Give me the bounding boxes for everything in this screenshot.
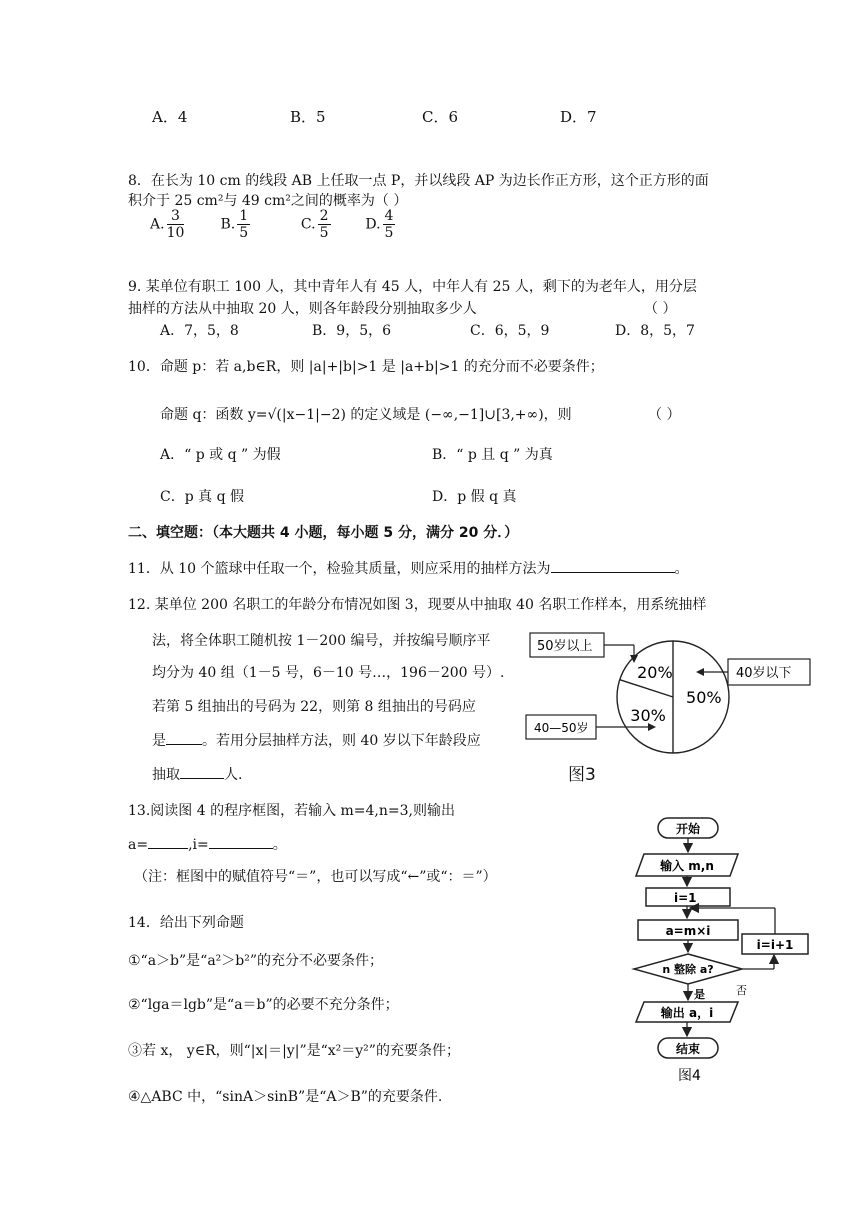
q14-item-4: ④△ABC 中，“sinA＞sinB”是“A＞B”的充要条件.: [128, 1089, 443, 1105]
q8-option-a: A. $\frac{3}{10}$: [150, 208, 185, 241]
q11-text: 11．从 10 个篮球中任取一个，检验其质量，则应采用的抽样方法为 。: [128, 561, 689, 577]
flow-assign-text: a=m×i: [665, 924, 711, 938]
q12-line5: 是 。若用分层抽样方法，则 40 岁以下年龄段应: [152, 733, 481, 749]
q7-option-b: B．5: [290, 108, 326, 126]
label-40-50: 40—50岁: [534, 721, 589, 735]
label-under40: 40岁以下: [736, 666, 792, 681]
fig4-flowchart: [620, 812, 820, 1087]
fig3-pie-chart: [518, 625, 818, 785]
label-over50: 50岁以上: [537, 639, 593, 654]
flow-no-text: 否: [736, 984, 747, 997]
q8-options: [150, 208, 425, 241]
q8-line1: 8．在长为 10 cm 的线段 AB 上任取一点 P，并以线段 AP 为边长作正方形，这个正方形的面: [128, 173, 709, 189]
q10-line1: 10．命题 p：若 a,b∈R，则 |a|+|b|>1 是 |a+b|>1 的充分而不必要条件；: [128, 359, 604, 375]
q10-option-a: A．“ p 或 q ” 为假: [160, 447, 281, 463]
fig4-caption: 图4: [678, 1068, 701, 1084]
q12-line1: 12. 某单位 200 名职工的年龄分布情况如图 3，现要从中抽取 40 名职工作样本，用系统抽样: [128, 597, 707, 613]
q10-option-d: D．p 假 q 真: [432, 489, 517, 505]
q12-line3: 均分为 40 组（1－5 号，6－10 号…，196－200 号）.: [152, 665, 505, 681]
q10-option-c: C．p 真 q 假: [160, 489, 244, 505]
q12-blank-2: [180, 778, 224, 779]
q7-option-c: C．6: [422, 108, 459, 126]
fig3-caption: 图3: [568, 765, 596, 785]
q13-line1: 13.阅读图 4 的程序框图，若输入 m=4,n=3,则输出: [128, 803, 455, 819]
q9-line1: 9. 某单位有职工 100 人，其中青年人有 45 人，中年人有 25 人，剩下的为老年人，用分层: [128, 279, 697, 295]
flow-output-text: 输出 a，i: [660, 1006, 714, 1020]
q12-line2: 法，将全体职工随机按 1－200 编号，并按编号顺序平: [152, 633, 491, 649]
q8-line2: 积介于 25 cm²与 49 cm²之间的概率为（ ）: [128, 193, 408, 209]
flow-init-text: i=1: [674, 891, 697, 905]
q7-option-d: D．7: [560, 108, 597, 126]
q14-title: 14．给出下列命题: [128, 915, 244, 931]
q7-option-a: A．4: [152, 108, 188, 126]
flow-decision-text: n 整除 a?: [662, 963, 714, 976]
q11-answer-blank: [551, 572, 675, 573]
q10-paren: （ ）: [648, 407, 681, 423]
q14-item-1: ①“a＞b”是“a²＞b²”的充分不必要条件；: [128, 953, 384, 969]
flow-increment-text: i=i+1: [756, 938, 794, 952]
q14-item-2: ②“lga＝lgb”是“a＝b”的必要不充分条件；: [128, 997, 399, 1013]
q13-blank-i: [209, 848, 273, 849]
q10-option-b: B．“ p 且 q ” 为真: [432, 447, 553, 463]
q12-line6: 抽取 人.: [152, 767, 243, 783]
q9-option-c: C．6，5，9: [470, 323, 550, 339]
q14-item-3: ③若 x， y∈R，则“|x|＝|y|”是“x²＝y²”的充要条件；: [128, 1043, 460, 1059]
pie-slice-label: 20%: [637, 663, 673, 683]
q9-option-a: A．7，5，8: [160, 323, 239, 339]
q12-blank-1: [166, 744, 202, 745]
q8-option-b: B. $\frac{1}{5}$: [220, 208, 249, 241]
q9-option-d: D．8，5，7: [615, 323, 695, 339]
pie-slice-label: 50%: [686, 688, 722, 707]
pie-slice-label: 30%: [630, 706, 666, 726]
flow-input-text: 输入 m,n: [660, 859, 714, 873]
q13-note: （注：框图中的赋值符号“＝”，也可以写成“←”或“：＝”）: [134, 869, 497, 885]
flow-end-text: 结束: [675, 1042, 701, 1056]
q8-option-d: D. $\frac{4}{5}$: [365, 208, 394, 241]
flow-yes-text: 是: [694, 988, 705, 1001]
flow-start-text: 开始: [675, 822, 701, 836]
q12-line4: 若第 5 组抽出的号码为 22，则第 8 组抽出的号码应: [152, 699, 476, 715]
q9-paren: （ ）: [644, 301, 677, 317]
q13-line2: a= ,i= 。: [128, 837, 287, 853]
q10-line2: 命题 q：函数 y=√(|x−1|−2) 的定义域是 (−∞,−1]∪[3,+∞)，则: [160, 407, 572, 423]
section2-title: 二、填空题：（本大题共 4 小题，每小题 5 分，满分 20 分．）: [128, 525, 519, 541]
q13-blank-a: [148, 848, 188, 849]
q9-option-b: B．9，5，6: [312, 323, 392, 339]
q9-line2: 抽样的方法从中抽取 20 人，则各年龄段分别抽取多少人: [128, 301, 477, 317]
q8-option-c: C. $\frac{2}{5}$: [300, 208, 329, 241]
